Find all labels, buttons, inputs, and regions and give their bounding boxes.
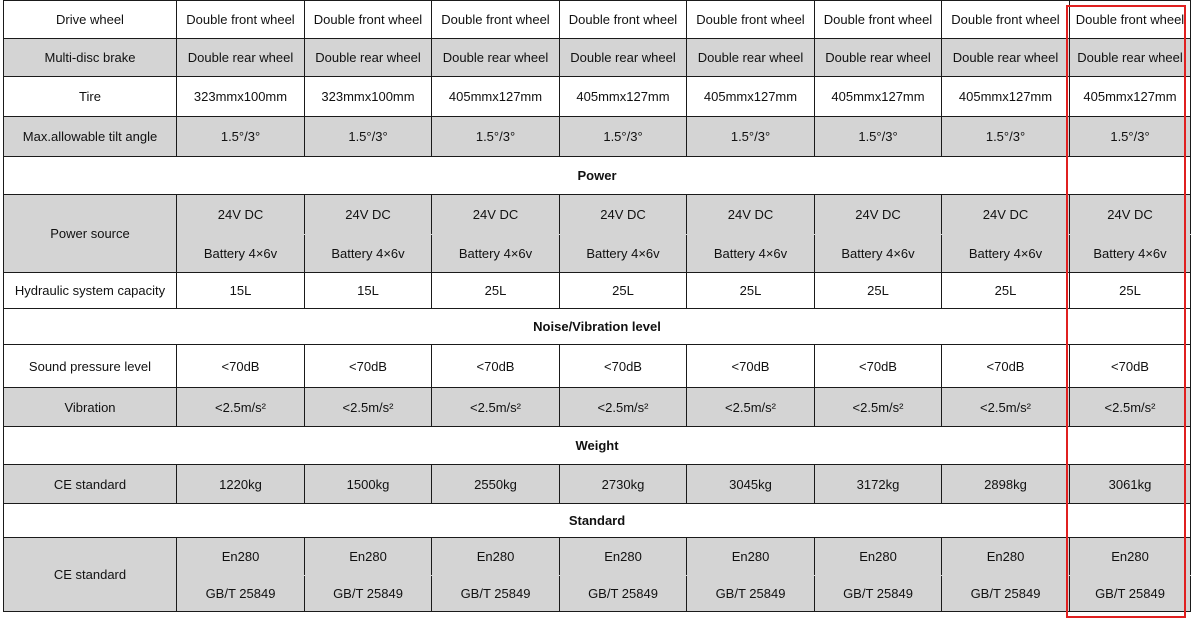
value-cell: 2730kg xyxy=(560,465,687,504)
section-title: Standard xyxy=(4,504,1191,538)
value-cell: <70dB xyxy=(305,345,432,388)
value-cell: 24V DC xyxy=(560,195,687,235)
row-label: Sound pressure level xyxy=(4,345,177,388)
value-cell: Battery 4×6v xyxy=(815,235,942,273)
table-row xyxy=(4,465,1191,504)
section-header-row xyxy=(4,504,1191,538)
value-cell: En280 xyxy=(1070,538,1191,576)
table-row xyxy=(4,235,1191,273)
row-label: CE standard xyxy=(4,465,177,504)
value-cell: Double rear wheel xyxy=(432,39,560,77)
value-cell: Double rear wheel xyxy=(1070,39,1191,77)
value-cell: 3045kg xyxy=(687,465,815,504)
table-row xyxy=(4,345,1191,388)
value-cell: <70dB xyxy=(815,345,942,388)
section-header-row xyxy=(4,309,1191,345)
row-label: Tire xyxy=(4,77,177,117)
value-cell: 405mmx127mm xyxy=(1070,77,1191,117)
value-cell: Double rear wheel xyxy=(560,39,687,77)
value-cell: GB/T 25849 xyxy=(560,576,687,612)
value-cell: 25L xyxy=(815,273,942,309)
value-cell: En280 xyxy=(305,538,432,576)
value-cell: 405mmx127mm xyxy=(560,77,687,117)
value-cell: 24V DC xyxy=(815,195,942,235)
value-cell: 1.5°/3° xyxy=(687,117,815,157)
value-cell: <2.5m/s² xyxy=(815,388,942,427)
value-cell: 1.5°/3° xyxy=(305,117,432,157)
value-cell: 405mmx127mm xyxy=(815,77,942,117)
spec-table xyxy=(3,0,1191,612)
value-cell: <2.5m/s² xyxy=(942,388,1070,427)
section-header-row xyxy=(4,427,1191,465)
value-cell: GB/T 25849 xyxy=(942,576,1070,612)
value-cell: 24V DC xyxy=(177,195,305,235)
value-cell: 323mmx100mm xyxy=(177,77,305,117)
value-cell: Double rear wheel xyxy=(942,39,1070,77)
section-title: Noise/Vibration level xyxy=(4,309,1191,345)
row-label: Power source xyxy=(4,195,177,273)
section-header-row xyxy=(4,157,1191,195)
value-cell: 1.5°/3° xyxy=(1070,117,1191,157)
value-cell: <70dB xyxy=(687,345,815,388)
value-cell: Double front wheel xyxy=(177,1,305,39)
value-cell: 24V DC xyxy=(1070,195,1191,235)
value-cell: 25L xyxy=(560,273,687,309)
value-cell: Battery 4×6v xyxy=(305,235,432,273)
value-cell: <2.5m/s² xyxy=(1070,388,1191,427)
value-cell: 323mmx100mm xyxy=(305,77,432,117)
value-cell: Battery 4×6v xyxy=(560,235,687,273)
value-cell: 25L xyxy=(942,273,1070,309)
value-cell: 1.5°/3° xyxy=(177,117,305,157)
value-cell: 3172kg xyxy=(815,465,942,504)
value-cell: <70dB xyxy=(432,345,560,388)
value-cell: 1.5°/3° xyxy=(432,117,560,157)
table-row xyxy=(4,117,1191,157)
row-label: Max.allowable tilt angle xyxy=(4,117,177,157)
value-cell: Double rear wheel xyxy=(687,39,815,77)
value-cell: <70dB xyxy=(942,345,1070,388)
value-cell: 2898kg xyxy=(942,465,1070,504)
value-cell: 405mmx127mm xyxy=(432,77,560,117)
row-label: Vibration xyxy=(4,388,177,427)
value-cell: 405mmx127mm xyxy=(687,77,815,117)
value-cell: Double rear wheel xyxy=(177,39,305,77)
value-cell: Double front wheel xyxy=(432,1,560,39)
row-label: Multi-disc brake xyxy=(4,39,177,77)
table-row xyxy=(4,538,1191,576)
value-cell: GB/T 25849 xyxy=(1070,576,1191,612)
value-cell: <70dB xyxy=(177,345,305,388)
value-cell: 1.5°/3° xyxy=(560,117,687,157)
value-cell: En280 xyxy=(432,538,560,576)
value-cell: En280 xyxy=(687,538,815,576)
value-cell: <2.5m/s² xyxy=(560,388,687,427)
row-label: Hydraulic system capacity xyxy=(4,273,177,309)
value-cell: Battery 4×6v xyxy=(687,235,815,273)
value-cell: Double front wheel xyxy=(560,1,687,39)
value-cell: <70dB xyxy=(1070,345,1191,388)
table-row xyxy=(4,388,1191,427)
table-row xyxy=(4,576,1191,612)
value-cell: 24V DC xyxy=(687,195,815,235)
value-cell: GB/T 25849 xyxy=(305,576,432,612)
value-cell: Battery 4×6v xyxy=(942,235,1070,273)
value-cell: Battery 4×6v xyxy=(1070,235,1191,273)
value-cell: En280 xyxy=(942,538,1070,576)
value-cell: 1.5°/3° xyxy=(942,117,1070,157)
value-cell: 1500kg xyxy=(305,465,432,504)
value-cell: 1.5°/3° xyxy=(815,117,942,157)
value-cell: GB/T 25849 xyxy=(687,576,815,612)
value-cell: GB/T 25849 xyxy=(177,576,305,612)
value-cell: 25L xyxy=(432,273,560,309)
value-cell: En280 xyxy=(560,538,687,576)
value-cell: Double front wheel xyxy=(687,1,815,39)
value-cell: Battery 4×6v xyxy=(177,235,305,273)
value-cell: Double front wheel xyxy=(1070,1,1191,39)
table-row xyxy=(4,273,1191,309)
section-title: Weight xyxy=(4,427,1191,465)
value-cell: Double rear wheel xyxy=(815,39,942,77)
value-cell: En280 xyxy=(177,538,305,576)
value-cell: 24V DC xyxy=(432,195,560,235)
value-cell: 24V DC xyxy=(942,195,1070,235)
value-cell: Double front wheel xyxy=(815,1,942,39)
section-title: Power xyxy=(4,157,1191,195)
value-cell: <2.5m/s² xyxy=(305,388,432,427)
value-cell: 25L xyxy=(1070,273,1191,309)
value-cell: 405mmx127mm xyxy=(942,77,1070,117)
table-row xyxy=(4,39,1191,77)
value-cell: 3061kg xyxy=(1070,465,1191,504)
row-label: Drive wheel xyxy=(4,1,177,39)
row-label: CE standard xyxy=(4,538,177,612)
value-cell: GB/T 25849 xyxy=(432,576,560,612)
value-cell: <2.5m/s² xyxy=(432,388,560,427)
value-cell: 1220kg xyxy=(177,465,305,504)
value-cell: 2550kg xyxy=(432,465,560,504)
value-cell: 15L xyxy=(177,273,305,309)
value-cell: En280 xyxy=(815,538,942,576)
table-row xyxy=(4,1,1191,39)
value-cell: 15L xyxy=(305,273,432,309)
value-cell: Battery 4×6v xyxy=(432,235,560,273)
value-cell: <70dB xyxy=(560,345,687,388)
value-cell: Double rear wheel xyxy=(305,39,432,77)
value-cell: <2.5m/s² xyxy=(177,388,305,427)
value-cell: Double front wheel xyxy=(942,1,1070,39)
table-row xyxy=(4,195,1191,235)
value-cell: <2.5m/s² xyxy=(687,388,815,427)
value-cell: GB/T 25849 xyxy=(815,576,942,612)
value-cell: Double front wheel xyxy=(305,1,432,39)
value-cell: 25L xyxy=(687,273,815,309)
table-row xyxy=(4,77,1191,117)
value-cell: 24V DC xyxy=(305,195,432,235)
